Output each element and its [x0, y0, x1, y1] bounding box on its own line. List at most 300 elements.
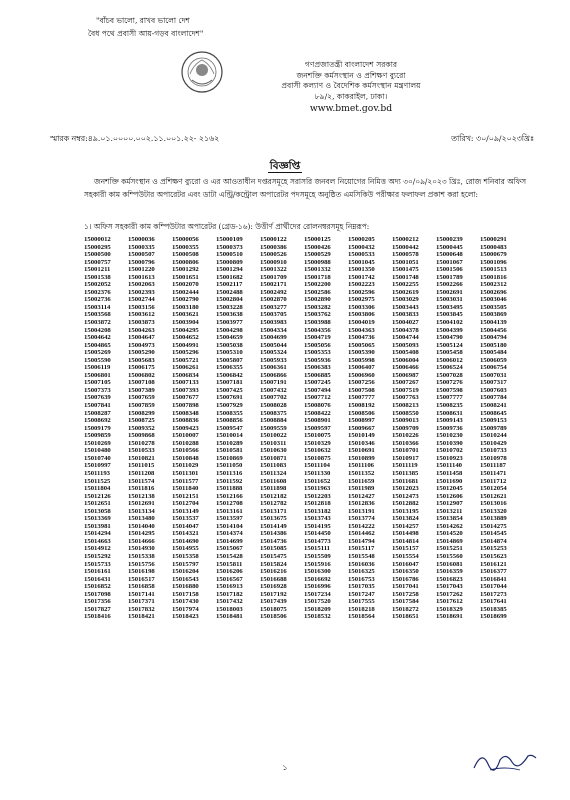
- roll-number: 15005408: [392, 349, 419, 357]
- roll-number: 15013597: [216, 515, 243, 523]
- roll-number: 15007133: [172, 379, 199, 387]
- roll-number: 15001211: [84, 266, 111, 274]
- roll-number: 15002619: [392, 288, 419, 296]
- roll-number: 15011690: [436, 477, 463, 485]
- roll-number: 15008550: [392, 409, 419, 417]
- roll-number: 15003046: [480, 296, 507, 304]
- roll-number: 15004334: [260, 326, 287, 334]
- roll-number: 15007508: [348, 386, 375, 394]
- roll-number: 15007393: [172, 386, 199, 394]
- roll-number: 15009547: [216, 424, 243, 432]
- roll-number: 15004659: [216, 334, 243, 342]
- roll-number: 15016692: [304, 575, 331, 583]
- roll-number: 15016841: [480, 575, 507, 583]
- roll-number: 15000386: [260, 243, 287, 251]
- roll-number: 15011652: [304, 477, 331, 485]
- roll-number: 15011574: [128, 477, 155, 485]
- roll-number: 15016880: [172, 583, 199, 591]
- roll-number: 15011840: [172, 485, 199, 493]
- roll-number: 15010869: [216, 454, 243, 462]
- roll-number: 15011119: [392, 462, 418, 470]
- roll-number: 15009179: [84, 424, 111, 432]
- roll-number: 15002255: [392, 281, 419, 289]
- roll-number: 15017827: [84, 605, 111, 613]
- roll-number: 15003568: [84, 311, 111, 319]
- roll-number: 15018075: [260, 605, 287, 613]
- slogan-line-2: বৈধ পথে প্রবাসী আয়-গড়ব বাংলাদেশ": [88, 29, 204, 38]
- roll-number: 15003282: [304, 303, 331, 311]
- roll-number: 15000510: [216, 251, 243, 259]
- roll-number: 15011681: [392, 477, 419, 485]
- roll-number: 15005933: [260, 356, 287, 364]
- roll-number: 15016913: [216, 583, 243, 591]
- roll-number: 15004378: [392, 326, 419, 334]
- roll-number: 15010429: [480, 439, 507, 447]
- roll-number: 15013182: [304, 507, 331, 515]
- roll-number: 15007691: [216, 394, 243, 402]
- roll-number: 15011608: [260, 477, 287, 485]
- roll-number: 15018003: [216, 605, 243, 613]
- roll-number: 15015251: [436, 545, 463, 553]
- roll-number: 15017258: [392, 590, 419, 598]
- roll-number: 15006960: [348, 371, 375, 379]
- roll-number: 15012621: [480, 492, 507, 500]
- roll-number: 15000533: [348, 251, 375, 259]
- roll-number: 15000988: [304, 258, 331, 266]
- roll-number: 15000036: [128, 236, 155, 243]
- roll-number: 15004642: [84, 334, 111, 342]
- roll-number: 15018423: [172, 613, 199, 621]
- header-ministry: প্রবাসী কল্যাণ ও বৈদেশিক কর্মসংস্থান মন্ত্রণালয়: [281, 81, 421, 90]
- roll-number: 15017584: [392, 598, 419, 606]
- roll-number: 15010346: [348, 439, 375, 447]
- roll-number: 15016753: [348, 575, 375, 583]
- roll-number: 15000483: [480, 243, 507, 251]
- roll-number: 15016431: [84, 575, 111, 583]
- roll-number: 15010278: [128, 439, 155, 447]
- roll-number: 15003988: [304, 319, 331, 327]
- roll-number: 15014545: [480, 530, 507, 538]
- roll-number: 15012151: [172, 492, 199, 500]
- roll-number: 15010702: [436, 447, 463, 455]
- roll-number: 15011330: [304, 469, 331, 477]
- roll-number: 15003638: [216, 311, 243, 319]
- roll-number: 15008355: [216, 409, 243, 417]
- roll-number: 15018651: [392, 613, 419, 621]
- roll-number: 15009352: [128, 424, 155, 432]
- roll-number: 15014321: [172, 530, 199, 538]
- roll-number: 15007777: [436, 394, 463, 402]
- roll-number: 15016036: [348, 560, 375, 568]
- roll-number: 15012138: [128, 492, 155, 500]
- roll-number: 15016517: [128, 575, 155, 583]
- roll-number: 15013058: [84, 507, 111, 515]
- roll-number: 15010149: [348, 432, 375, 440]
- roll-number: 15008213: [392, 402, 419, 410]
- roll-number: 15000500: [84, 251, 111, 259]
- roll-number: 15010566: [172, 447, 199, 455]
- roll-number: 15002223: [348, 281, 375, 289]
- roll-number: 15014262: [436, 522, 463, 530]
- roll-number: 15013981: [84, 522, 111, 530]
- roll-number: 15011471: [480, 469, 507, 477]
- roll-number: 15006842: [216, 371, 243, 379]
- notice-date: তারিখ: ৩০/০৯/২০২৩খ্রিঃ: [451, 134, 534, 143]
- roll-number: 15010390: [436, 439, 463, 447]
- roll-number: 15003833: [392, 311, 419, 319]
- roll-number: 15006361: [260, 364, 287, 372]
- roll-number: 15015623: [480, 552, 507, 560]
- roll-number: 15011816: [128, 485, 155, 493]
- roll-number-grid: [84, 236, 524, 621]
- roll-number: 15001718: [304, 273, 331, 281]
- roll-number: 15014104: [216, 522, 243, 530]
- roll-number: 15004719: [304, 334, 331, 342]
- roll-number: 15011083: [260, 462, 287, 470]
- roll-number: 15013134: [128, 507, 155, 515]
- roll-number: 15000355: [172, 243, 199, 251]
- roll-number: 15017035: [348, 583, 375, 591]
- roll-number: 15014663: [84, 537, 111, 545]
- roll-number: 15011458: [436, 469, 463, 477]
- roll-number: 15012427: [348, 492, 375, 500]
- roll-number: 15007841: [84, 402, 111, 410]
- roll-number: 15000012: [84, 236, 111, 243]
- roll-number: 15008884: [260, 417, 287, 425]
- roll-number: 15011029: [172, 462, 199, 470]
- notice-title-wrap: [0, 154, 570, 176]
- roll-number: 15016858: [128, 583, 155, 591]
- roll-number: 15011352: [348, 469, 375, 477]
- roll-number: 15011015: [128, 462, 155, 470]
- roll-number: 15015733: [84, 560, 111, 568]
- roll-number: 15005998: [348, 356, 375, 364]
- roll-number: 15000239: [436, 236, 463, 243]
- roll-number: 15002063: [128, 281, 155, 289]
- roll-number: 15000125: [304, 236, 331, 243]
- roll-number: 15013171: [260, 507, 287, 515]
- roll-number: 15010740: [84, 454, 111, 462]
- roll-number: 15001332: [304, 266, 331, 274]
- roll-number: 15000445: [436, 243, 463, 251]
- roll-number: 15006802: [128, 371, 155, 379]
- roll-number: 15011592: [216, 477, 243, 485]
- roll-number: 15005093: [392, 341, 419, 349]
- roll-number: 15014374: [216, 530, 243, 538]
- roll-number: 15014295: [128, 530, 155, 538]
- roll-number: 15005065: [348, 341, 375, 349]
- roll-number: 15017974: [172, 605, 199, 613]
- roll-number: 15003904: [172, 319, 199, 327]
- roll-number: 15000373: [216, 243, 243, 251]
- roll-number: 15014794: [348, 537, 375, 545]
- roll-number: 15011324: [260, 469, 287, 477]
- roll-number: 15012882: [392, 500, 419, 508]
- roll-number: 15003505: [480, 303, 507, 311]
- roll-number: 15016081: [436, 560, 463, 568]
- roll-number: 15009559: [260, 424, 287, 432]
- roll-number: 15011577: [172, 477, 199, 485]
- roll-number: 15003873: [128, 319, 155, 327]
- roll-number: 15015117: [348, 545, 375, 553]
- roll-number: 15013016: [480, 500, 507, 508]
- roll-number: 15012691: [128, 500, 155, 508]
- roll-number: 15005056: [304, 341, 331, 349]
- roll-number: 15008631: [436, 409, 463, 417]
- roll-number: 15017430: [172, 598, 199, 606]
- roll-number: 15012708: [216, 500, 243, 508]
- roll-number: 15015358: [172, 552, 199, 560]
- roll-number: 15003762: [304, 311, 331, 319]
- roll-number: 15006866: [260, 371, 287, 379]
- roll-number: 15004298: [216, 326, 243, 334]
- roll-number: 15002444: [172, 288, 199, 296]
- roll-number: 15004356: [304, 326, 331, 334]
- roll-number: 15014149: [260, 522, 287, 530]
- roll-number: 15000335: [128, 243, 155, 251]
- roll-number: 15015824: [260, 560, 287, 568]
- roll-number: 15017356: [84, 598, 111, 606]
- roll-number: 15017371: [128, 598, 155, 606]
- roll-number: 15005458: [436, 349, 463, 357]
- roll-number: 15000757: [84, 258, 111, 266]
- roll-number: 15014690: [172, 537, 199, 545]
- roll-number: 15015253: [480, 545, 507, 553]
- roll-number: 15016567: [216, 575, 243, 583]
- roll-number: 15007432: [260, 386, 287, 394]
- roll-number: 15013480: [128, 515, 155, 523]
- roll-number: 15017641: [480, 598, 507, 606]
- roll-number: 15014498: [392, 530, 419, 538]
- roll-number: 15006801: [84, 371, 111, 379]
- roll-number: 15014047: [172, 522, 199, 530]
- roll-number: 15003621: [172, 311, 199, 319]
- roll-number: 15014386: [260, 530, 287, 538]
- roll-number: 15014294: [84, 530, 111, 538]
- roll-number: 15004794: [480, 334, 507, 342]
- roll-number: 15017158: [172, 590, 199, 598]
- roll-number: 15010978: [480, 454, 507, 462]
- roll-number: 15002804: [216, 296, 243, 304]
- roll-number: 15002696: [480, 288, 507, 296]
- roll-number: 15007677: [172, 394, 199, 402]
- roll-number: 15001051: [392, 258, 419, 266]
- roll-number: 15003495: [436, 303, 463, 311]
- roll-number: 15003872: [84, 319, 111, 327]
- roll-number: 15009736: [436, 424, 463, 432]
- roll-number: 15009597: [304, 424, 331, 432]
- roll-number: 15013149: [172, 507, 199, 515]
- roll-number: 15008241: [480, 402, 507, 410]
- roll-number: 15017432: [216, 598, 243, 606]
- roll-number: 15010923: [436, 454, 463, 462]
- roll-number: 15014874: [480, 537, 507, 545]
- roll-number: 15018416: [84, 613, 111, 621]
- roll-number: 15014930: [128, 545, 155, 553]
- roll-number: 15007191: [260, 379, 287, 387]
- roll-number: 15008028: [260, 402, 287, 410]
- roll-number: 15000648: [436, 251, 463, 259]
- roll-number: 15011385: [392, 469, 419, 477]
- roll-number: 15007777: [348, 394, 375, 402]
- roll-number: 15010244: [480, 432, 507, 440]
- roll-number: 15012606: [436, 492, 463, 500]
- roll-number: 15010226: [392, 432, 419, 440]
- office-header: [226, 60, 476, 115]
- roll-number: 15010480: [84, 447, 111, 455]
- roll-number: 15004652: [172, 334, 199, 342]
- roll-number: 15007494: [304, 386, 331, 394]
- roll-number: 15007181: [216, 379, 243, 387]
- roll-number: 15010014: [216, 432, 243, 440]
- roll-number: 15013675: [260, 515, 287, 523]
- roll-number: 15006355: [216, 364, 243, 372]
- roll-number: 15003869: [480, 311, 507, 319]
- roll-number: 15008287: [84, 409, 111, 417]
- roll-number: 15017247: [348, 590, 375, 598]
- roll-number: 15007256: [348, 379, 375, 387]
- roll-number: 15007105: [84, 379, 111, 387]
- roll-number: 15005484: [480, 349, 507, 357]
- roll-number: 15012054: [480, 485, 507, 493]
- roll-number: 15014257: [392, 522, 419, 530]
- roll-number: 15013369: [84, 515, 111, 523]
- section-heading: ১। অফিস সহকারী কাম কম্পিউটার অপারেটর (গ্রেড-১৬): উত্তীর্ণ প্রার্থীদের রোলনম্বরসমূহ নিম্নরূপ:: [84, 222, 370, 231]
- roll-number: 15017234: [304, 590, 331, 598]
- roll-number: 15013854: [436, 515, 463, 523]
- roll-number: 15001613: [128, 273, 155, 281]
- roll-number: 15016377: [480, 568, 507, 576]
- roll-number: 15011888: [216, 485, 243, 493]
- roll-number: 15008836: [172, 417, 199, 425]
- roll-number: 15016928: [260, 583, 287, 591]
- roll-number: 15015756: [128, 560, 155, 568]
- roll-number: 15014222: [348, 522, 375, 530]
- roll-number: 15004399: [436, 326, 463, 334]
- roll-number: 15011208: [128, 469, 155, 477]
- roll-number: 15008856: [216, 417, 243, 425]
- roll-number: 15000679: [480, 251, 507, 259]
- roll-number: 15000809: [216, 258, 243, 266]
- roll-number: 15010289: [216, 439, 243, 447]
- roll-number: 15008997: [348, 417, 375, 425]
- roll-number: 15011050: [216, 462, 243, 470]
- roll-number: 15006987: [392, 371, 419, 379]
- roll-number: 15001220: [128, 266, 155, 274]
- roll-number: 15005296: [172, 349, 199, 357]
- roll-number: 15011963: [304, 485, 331, 493]
- roll-number: 15001789: [436, 273, 463, 281]
- roll-number: 15000212: [392, 236, 419, 243]
- roll-number: 15011712: [480, 477, 507, 485]
- roll-number: 15002488: [216, 288, 243, 296]
- roll-number: 15014520: [436, 530, 463, 538]
- roll-number: 15015157: [392, 545, 419, 553]
- roll-number: 15010691: [348, 447, 375, 455]
- roll-number: 15002171: [260, 281, 287, 289]
- roll-number: 15013191: [348, 507, 375, 515]
- roll-number: 15009143: [436, 417, 463, 425]
- roll-number: 15008645: [480, 409, 507, 417]
- roll-number: 15010022: [260, 432, 287, 440]
- roll-number: 15012203: [304, 492, 331, 500]
- roll-number: 15006407: [348, 364, 375, 372]
- roll-number: 15004973: [128, 341, 155, 349]
- roll-number: 15013824: [392, 515, 419, 523]
- roll-number: 15006383: [304, 364, 331, 372]
- roll-number: 15001506: [436, 266, 463, 274]
- roll-number: 15016216: [260, 568, 287, 576]
- roll-number: 15006754: [480, 364, 507, 372]
- roll-number: 15016786: [392, 575, 419, 583]
- roll-number: 15013195: [392, 507, 419, 515]
- roll-number: 15018691: [436, 613, 463, 621]
- roll-number: 15011106: [348, 462, 375, 470]
- roll-number: 15004647: [128, 334, 155, 342]
- roll-number: 15007373: [84, 386, 111, 394]
- roll-number: 15008235: [436, 402, 463, 410]
- roll-number: 15004363: [348, 326, 375, 334]
- roll-number: 15011316: [216, 469, 243, 477]
- roll-number: 15003277: [260, 303, 287, 311]
- roll-number: 15010821: [128, 454, 155, 462]
- roll-number: 15006004: [392, 356, 419, 364]
- roll-number: 15016206: [216, 568, 243, 576]
- roll-number: 15008506: [348, 409, 375, 417]
- roll-number: 15012651: [84, 500, 111, 508]
- roll-number: 15008299: [128, 409, 155, 417]
- roll-number: 15018564: [348, 613, 375, 621]
- header-government: গণপ্রজাতন্ত্রী বাংলাদেশ সরকার: [304, 60, 398, 69]
- roll-number: 15017192: [260, 590, 287, 598]
- roll-number: 15014450: [304, 530, 331, 538]
- roll-number: 15011301: [172, 469, 199, 477]
- roll-number: 15015560: [436, 552, 463, 560]
- roll-number: 15014666: [128, 537, 155, 545]
- roll-number: 15006175: [128, 364, 155, 372]
- roll-number: 15007712: [304, 394, 331, 402]
- roll-number: 15000796: [128, 258, 155, 266]
- roll-number: 15014773: [304, 537, 331, 545]
- roll-number: 15002975: [348, 296, 375, 304]
- roll-number: 15005310: [216, 349, 243, 357]
- roll-number: 15003845: [436, 311, 463, 319]
- roll-number: 15018699: [480, 613, 507, 621]
- roll-number: 15018481: [216, 613, 243, 621]
- roll-number: 15016543: [172, 575, 199, 583]
- roll-number: 15010733: [480, 447, 507, 455]
- roll-number: 15006261: [172, 364, 199, 372]
- roll-number: 15002200: [304, 281, 331, 289]
- roll-number: 15001475: [392, 266, 419, 274]
- roll-number: 15010701: [392, 447, 419, 455]
- header-website: www.bmet.gov.bd: [309, 103, 393, 114]
- roll-number: 15013211: [436, 507, 463, 515]
- roll-number: 15007763: [392, 394, 419, 402]
- roll-number: 15000295: [84, 243, 111, 251]
- roll-number: 15014814: [392, 537, 419, 545]
- roll-number: 15016300: [304, 568, 331, 576]
- roll-number: 15008348: [172, 409, 199, 417]
- roll-number: 15017832: [128, 605, 155, 613]
- roll-number: 15002117: [216, 281, 243, 289]
- roll-number: 15003180: [172, 303, 199, 311]
- roll-number: 15013161: [216, 507, 243, 515]
- roll-number: 15010269: [84, 439, 111, 447]
- roll-number: 15015292: [84, 552, 111, 560]
- roll-number: 15002376: [84, 288, 111, 296]
- roll-number: 15008901: [304, 417, 331, 425]
